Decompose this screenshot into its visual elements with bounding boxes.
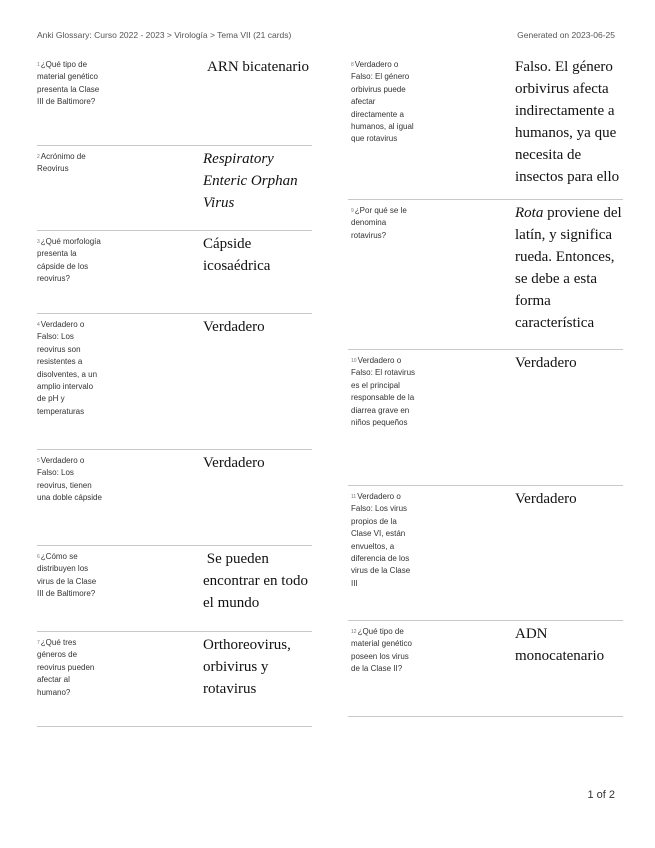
card-number: 4 bbox=[37, 322, 40, 328]
card-9 bbox=[348, 200, 623, 350]
answer-text: proviene del latín, y significa rueda. Entonces, se debe a esta forma característica bbox=[515, 205, 622, 331]
card-question bbox=[37, 151, 102, 176]
generated-date: Generated on 2023-06-25 bbox=[517, 30, 615, 40]
card-number: 9 bbox=[351, 208, 354, 214]
card-4 bbox=[37, 314, 312, 450]
card-3 bbox=[37, 231, 312, 314]
card-answer: Verdadero bbox=[203, 455, 265, 471]
card-number: 10 bbox=[351, 358, 357, 364]
card-answer: Orthoreovirus, orbivirus y rotavirus bbox=[203, 637, 291, 697]
breadcrumb: Anki Glossary: Curso 2022 - 2023 > Virología > Tema VII (21 cards) bbox=[37, 30, 292, 40]
card-question-text: Verdadero o Falso: Los virus propios de la Clase VI, están envueltos, a diferencia de los virus de la Clase III bbox=[351, 492, 411, 588]
card-question bbox=[37, 59, 102, 109]
page-number: 1 of 2 bbox=[587, 789, 615, 801]
card-question-text: Verdadero o Falso: El género orbivirus puede afectar directamente a humanos, al igual que rotavirus bbox=[351, 60, 414, 144]
card-question-text: ¿Qué tipo de material genético presenta la Clase III de Baltimore? bbox=[37, 60, 100, 107]
card-question-text: Verdadero o Falso: Los reovirus son resistentes a disolventes, a un amplio intervalo de pH y temperaturas bbox=[37, 320, 98, 416]
left-column bbox=[37, 54, 312, 727]
card-question bbox=[37, 637, 102, 699]
card-answer: Se pueden encontrar en todo el mundo bbox=[203, 551, 312, 611]
right-column bbox=[348, 54, 623, 717]
card-question bbox=[351, 355, 416, 429]
card-question bbox=[37, 319, 102, 418]
card-question bbox=[351, 59, 416, 146]
card-8 bbox=[348, 54, 623, 200]
card-question-text: ¿Por qué se le denomina rotavirus? bbox=[351, 206, 407, 240]
card-answer: ADN monocatenario bbox=[515, 626, 605, 664]
card-number: 2 bbox=[37, 154, 40, 160]
card-answer: Verdadero bbox=[203, 319, 265, 335]
card-question-text: Verdadero o Falso: El rotavirus es el principal responsable de la diarrea grave en niños pequeños bbox=[351, 356, 416, 428]
card-question bbox=[37, 236, 102, 286]
card-question-text: ¿Qué tipo de material genético poseen los virus de la Clase II? bbox=[351, 627, 412, 674]
card-10 bbox=[348, 350, 623, 486]
card-answer: Verdadero bbox=[515, 355, 577, 371]
card-question-text: ¿Cómo se distribuyen los virus de la Clase III de Baltimore? bbox=[37, 552, 97, 599]
card-2 bbox=[37, 146, 312, 231]
card-number: 8 bbox=[351, 62, 354, 68]
card-number: 5 bbox=[37, 458, 40, 464]
card-question bbox=[37, 455, 102, 505]
card-number: 3 bbox=[37, 239, 40, 245]
card-answer bbox=[515, 202, 625, 334]
card-12 bbox=[348, 621, 623, 717]
card-number: 1 bbox=[37, 62, 40, 68]
card-7 bbox=[37, 632, 312, 727]
card-1 bbox=[37, 54, 312, 146]
card-6 bbox=[37, 546, 312, 632]
card-question-text: Acrónimo de Reovirus bbox=[37, 152, 86, 174]
card-answer: Respiratory Enteric Orphan Virus bbox=[203, 151, 298, 211]
card-question bbox=[351, 626, 416, 676]
card-question-text: Verdadero o Falso: Los reovirus, tienen una doble cápside bbox=[37, 456, 102, 503]
card-number: 6 bbox=[37, 554, 40, 560]
answer-emphasis: Rota bbox=[515, 205, 544, 221]
card-number: 12 bbox=[351, 629, 357, 635]
card-5 bbox=[37, 450, 312, 546]
card-11 bbox=[348, 486, 623, 621]
card-answer: Verdadero bbox=[515, 491, 577, 507]
card-answer: Cápside icosaédrica bbox=[203, 236, 271, 274]
card-question-text: ¿Qué tres géneros de reovirus pueden afectar al humano? bbox=[37, 638, 95, 697]
card-question-text: ¿Qué morfología presenta la cápside de los reovirus? bbox=[37, 237, 101, 284]
card-question bbox=[351, 205, 416, 242]
card-question bbox=[37, 551, 102, 601]
card-number: 11 bbox=[351, 494, 357, 500]
card-answer: ARN bicatenario bbox=[207, 59, 310, 75]
card-question bbox=[351, 491, 416, 590]
card-answer: Falso. El género orbivirus afecta indirectamente a humanos, ya que necesita de insectos para ello bbox=[515, 59, 620, 185]
card-number: 7 bbox=[37, 640, 40, 646]
